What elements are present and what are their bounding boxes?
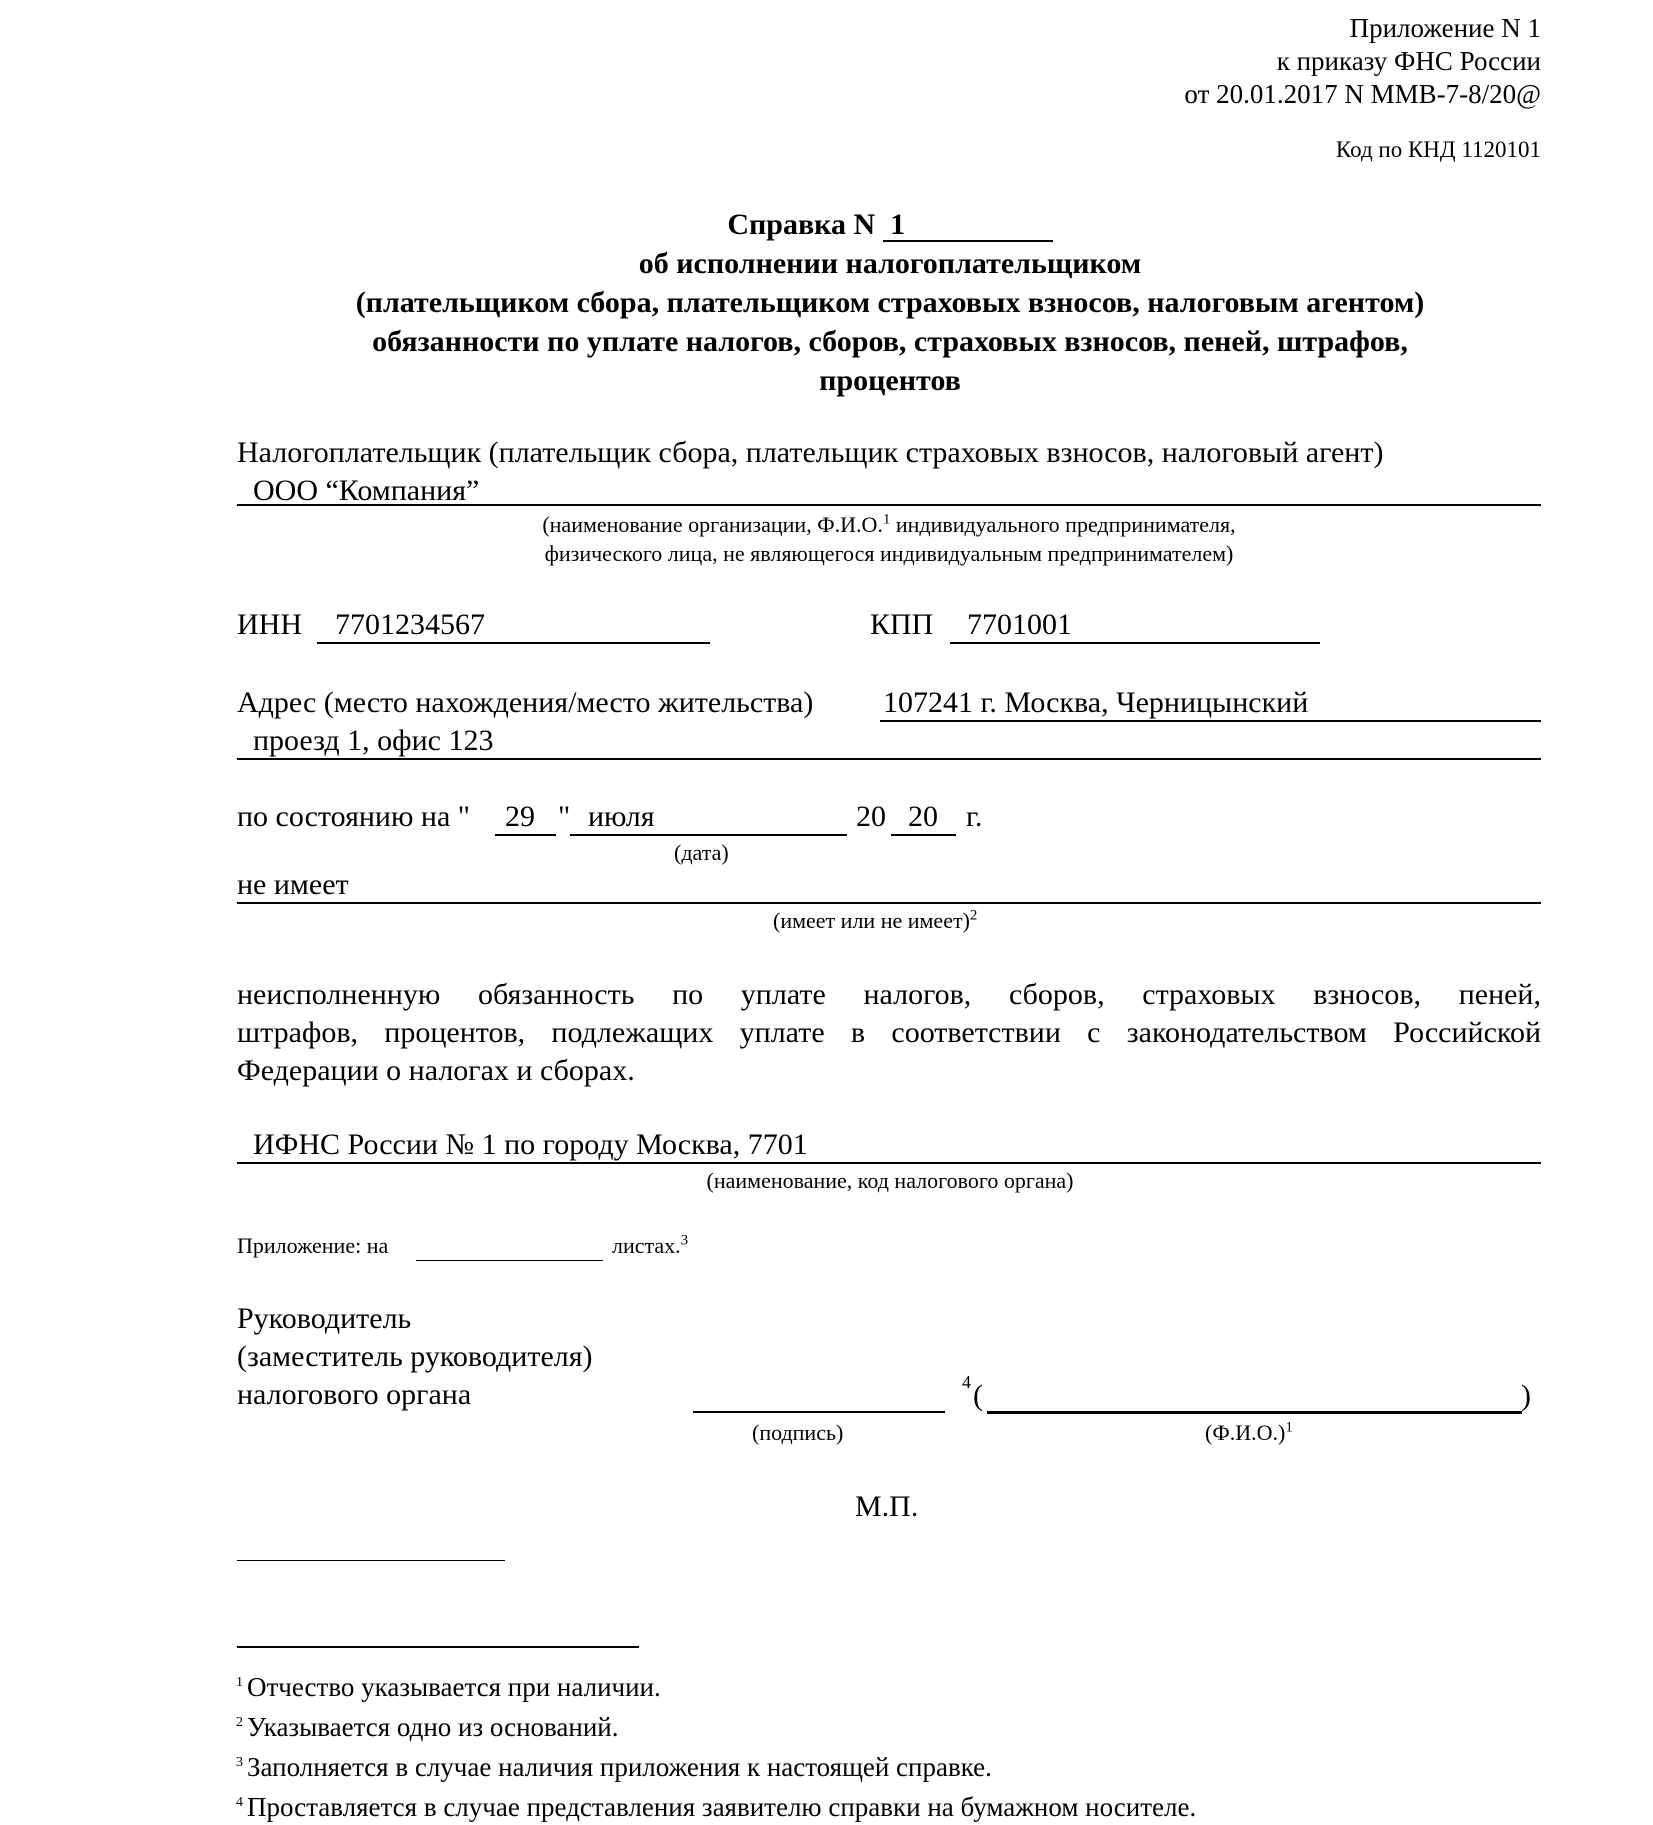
footnote-4-text: Проставляется в случае представления заявителю справки на бумажном носителе. bbox=[247, 1792, 1197, 1822]
signatory-block bbox=[237, 1300, 593, 1414]
date-quote: " bbox=[558, 800, 571, 833]
attachment-sheets-field bbox=[416, 1236, 603, 1261]
status-field bbox=[237, 870, 1541, 904]
status-caption-sup: 2 bbox=[969, 907, 978, 924]
taxpayer-name: ООО “Компания” bbox=[253, 474, 480, 507]
footnote-2-num: 2 bbox=[236, 1715, 243, 1730]
signatory-line-1: Руководитель bbox=[237, 1302, 412, 1335]
order-issuer: к приказу ФНС России bbox=[1276, 46, 1541, 76]
address-label: Адрес (место нахождения/место жительства) bbox=[237, 686, 814, 719]
status-caption bbox=[773, 908, 977, 934]
inn-value: 7701234567 bbox=[335, 608, 485, 641]
date-caption: (дата) bbox=[674, 840, 729, 865]
footnote-3-text: Заполняется в случае наличия приложения к настоящей справке. bbox=[247, 1752, 992, 1782]
obligation-line-1: неисполненную обязанность по уплате налогов, сборов, страховых взносов, пеней, bbox=[237, 978, 1541, 1011]
date-prefix: по состоянию на " bbox=[237, 800, 471, 833]
title-line-3: (плательщиком сбора, плательщиком страховых взносов, налоговым агентом) bbox=[355, 286, 1425, 319]
footnote-3-num: 3 bbox=[236, 1755, 243, 1770]
address-value-2: проезд 1, офис 123 bbox=[253, 724, 494, 757]
tax-authority-caption: (наименование, код налогового органа) bbox=[706, 1168, 1074, 1193]
date-day: 29 bbox=[505, 800, 535, 833]
fio-close-paren: ) bbox=[1521, 1379, 1531, 1412]
date-century: 20 bbox=[856, 800, 886, 833]
order-date-number: от 20.01.2017 N ММВ-7-8/20@ bbox=[1184, 79, 1541, 109]
footnote-1 bbox=[236, 1665, 1196, 1705]
kpp-value: 7701001 bbox=[967, 608, 1072, 641]
footnote-1-text: Отчество указывается при наличии. bbox=[247, 1672, 661, 1702]
taxpayer-label: Налогоплательщик (плательщик сбора, плательщик страховых взносов, налоговый агент) bbox=[237, 436, 1384, 469]
fio-caption-sup: 1 bbox=[1285, 1419, 1293, 1436]
obligation-line-3: Федерации о налогах и сборах. bbox=[237, 1054, 635, 1087]
footnote-separator bbox=[237, 1646, 639, 1648]
attachment-prefix: Приложение: на bbox=[237, 1233, 389, 1258]
taxpayer-caption-1 bbox=[237, 512, 1541, 538]
knd-code: Код по КНД 1120101 bbox=[1335, 137, 1541, 162]
appendix-number: Приложение N 1 bbox=[1349, 13, 1541, 43]
signature-blank-line bbox=[237, 1560, 505, 1561]
title-prefix: Справка N bbox=[727, 208, 876, 241]
date-year: 20 bbox=[908, 800, 938, 833]
taxpayer-caption-1b: индивидуального предпринимателя, bbox=[890, 512, 1236, 537]
kpp-label: КПП bbox=[870, 608, 934, 641]
title-line-1 bbox=[200, 205, 1580, 244]
inn-label: ИНН bbox=[237, 608, 302, 641]
signature-line bbox=[693, 1381, 945, 1413]
signatory-sup-4: 4 bbox=[962, 1372, 971, 1392]
footnote-2 bbox=[236, 1705, 1196, 1745]
footnote-2-text: Указывается одно из оснований. bbox=[247, 1712, 619, 1742]
address-value-1: 107241 г. Москва, Черницынский bbox=[883, 686, 1309, 719]
obligation-text bbox=[237, 976, 1541, 1090]
taxpayer-caption-1a: (наименование организации, Ф.И.О. bbox=[542, 512, 883, 537]
date-month: июля bbox=[588, 800, 655, 833]
footnote-4-num: 4 bbox=[236, 1795, 243, 1810]
attachment-suffix bbox=[612, 1233, 688, 1259]
footnote-3 bbox=[236, 1745, 1196, 1785]
fio-open-paren: ( bbox=[973, 1379, 983, 1412]
attachment-suffix-text: листах. bbox=[612, 1233, 681, 1258]
signatory-line-3: налогового органа bbox=[237, 1378, 472, 1411]
stamp-label: М.П. bbox=[855, 1490, 919, 1523]
footnote-4 bbox=[236, 1785, 1196, 1825]
date-suffix: г. bbox=[966, 800, 983, 833]
obligation-line-2: штрафов, процентов, подлежащих уплате в соответствии с законодательством Российской bbox=[237, 1016, 1541, 1049]
tax-authority-value: ИФНС России № 1 по городу Москва, 7701 bbox=[253, 1128, 808, 1161]
certificate-number bbox=[883, 210, 1053, 242]
order-reference bbox=[941, 12, 1541, 111]
status-value: не имеет bbox=[237, 868, 349, 901]
status-caption-text: (имеет или не имеет) bbox=[773, 908, 970, 933]
title-line-5: процентов bbox=[819, 364, 961, 397]
taxpayer-caption-sup: 1 bbox=[882, 511, 891, 528]
certificate-number-value: 1 bbox=[890, 208, 906, 241]
fio-caption bbox=[1205, 1420, 1293, 1446]
signature-caption: (подпись) bbox=[752, 1420, 844, 1445]
title-line-4: обязанности по уплате налогов, сборов, страховых взносов, пеней, штрафов, bbox=[372, 325, 1408, 358]
footnote-1-num: 1 bbox=[236, 1675, 243, 1690]
fio-line bbox=[987, 1381, 1522, 1414]
title-line-2: об исполнении налогоплательщиком bbox=[638, 247, 1142, 280]
signatory-line-2: (заместитель руководителя) bbox=[237, 1340, 593, 1373]
certificate-title bbox=[200, 205, 1580, 400]
footnotes bbox=[236, 1665, 1196, 1825]
taxpayer-caption-2: физического лица, не являющегося индивидуальным предпринимателем) bbox=[544, 541, 1234, 566]
attachment-sup: 3 bbox=[680, 1232, 689, 1249]
fio-caption-text: (Ф.И.О.) bbox=[1205, 1420, 1286, 1445]
